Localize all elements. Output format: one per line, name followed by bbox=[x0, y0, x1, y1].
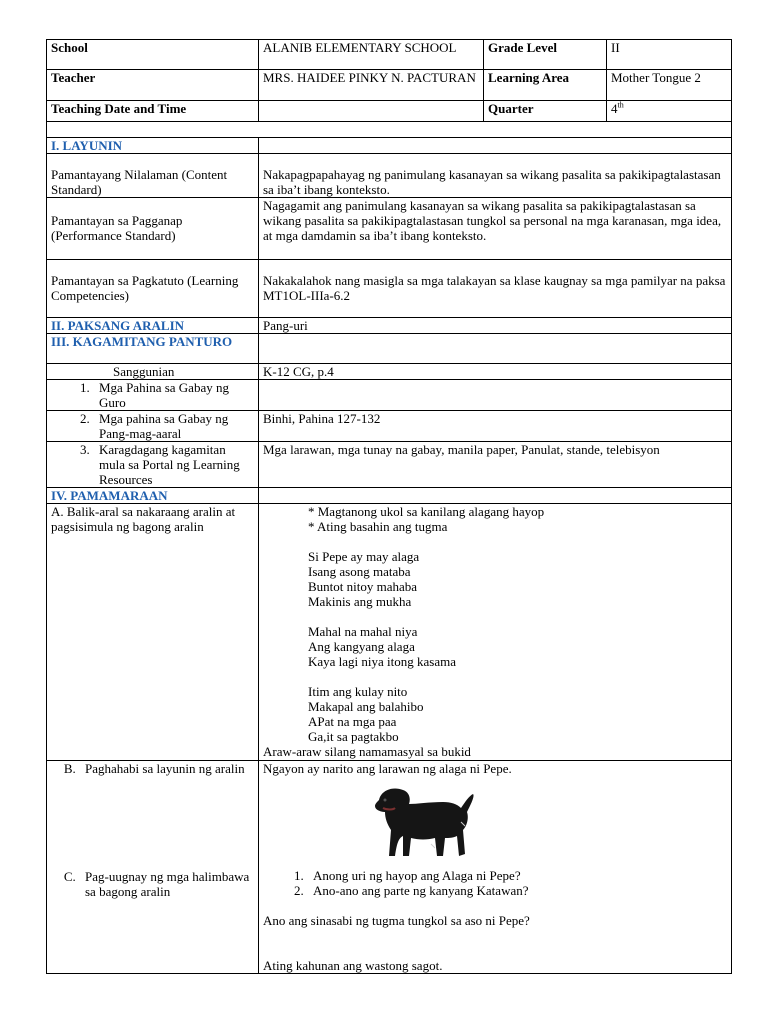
spacer-row bbox=[47, 122, 732, 138]
teacher-label: Teacher bbox=[47, 70, 259, 101]
resource-item-2 bbox=[47, 411, 259, 442]
section-paksang-aralin: II. PAKSANG ARALIN bbox=[47, 318, 259, 334]
learning-area-label: Learning Area bbox=[484, 70, 607, 101]
step-c-label: C. Pag-uugnay ng mga halimbawa sa bagong aralin bbox=[79, 869, 254, 899]
question-list bbox=[263, 868, 727, 898]
step-b-intro: Ngayon ay narito ang larawan ng alaga ni Pepe. bbox=[263, 761, 512, 776]
resource-item-1 bbox=[47, 380, 259, 411]
poem-line: Makinis ang mukha bbox=[308, 594, 412, 609]
resource-item-1-label: 1. Mga Pahina sa Gabay ng Guro bbox=[93, 380, 254, 410]
grade-level-value: II bbox=[607, 40, 732, 70]
step-b-label: B. Paghahabi sa layunin ng aralin bbox=[79, 761, 254, 776]
poem-line bbox=[308, 534, 727, 549]
quarter-label: Quarter bbox=[484, 101, 607, 122]
steps-bc-content bbox=[259, 761, 732, 974]
school-label: School bbox=[47, 40, 259, 70]
lesson-plan-table bbox=[46, 39, 732, 974]
poem-block bbox=[263, 504, 727, 744]
poem-line: Buntot nitoy mahaba bbox=[308, 579, 418, 594]
steps-bc-labels bbox=[47, 761, 259, 974]
resource-item-3 bbox=[47, 442, 259, 488]
poem-line: APat na mga paa bbox=[308, 714, 397, 729]
resource-item-2-label: 2. Mga pahina sa Gabay ng Pang-mag-aaral bbox=[93, 411, 254, 441]
grade-level-label: Grade Level bbox=[484, 40, 607, 70]
poem-line: Kaya lagi niya itong kasama bbox=[308, 654, 457, 669]
resource-item-3-label: 3. Karagdagang kagamitan mula sa Portal ng Learning Resources bbox=[93, 442, 254, 487]
step-a-label: A. Balik-aral sa nakaraang aralin at pagsisimula ng bagong aralin bbox=[47, 504, 259, 761]
poem-line: Si Pepe ay may alaga bbox=[308, 549, 420, 564]
section-pamamaraan: IV. PAMAMARAAN bbox=[47, 488, 259, 504]
performance-standard-value: Nagagamit ang panimulang kasanayan sa wikang pasalita sa pakikipagtalastasan sa wikang pasalita sa pakikipagtalastasan tungkol sa personal na mga karanasan, mga idea, at mga damdamin sa iba’t ibang konteksto. bbox=[259, 198, 732, 260]
quarter-value: 4th bbox=[607, 101, 732, 122]
step-c-answer: Ating kahunan ang wastong sagot. bbox=[263, 958, 443, 973]
learning-competencies-label: Pamantayan sa Pagkatuto (Learning Competencies) bbox=[47, 260, 259, 318]
paksa-value: Pang-uri bbox=[259, 318, 732, 334]
section-kagamitang-panturo: III. KAGAMITANG PANTURO bbox=[47, 334, 259, 364]
poem-line bbox=[308, 669, 727, 684]
learning-area-value: Mother Tongue 2 bbox=[607, 70, 732, 101]
school-value: ALANIB ELEMENTARY SCHOOL bbox=[259, 40, 484, 70]
sanggunian-label: Sanggunian bbox=[47, 364, 259, 380]
question-1: 1. Anong uri ng hayop ang Alaga ni Pepe? bbox=[307, 868, 727, 883]
resource-item-1-value bbox=[259, 380, 732, 411]
poem-line: Mahal na mahal niya bbox=[308, 624, 418, 639]
performance-standard-label: Pamantayan sa Pagganap (Performance Standard) bbox=[47, 198, 259, 260]
poem-last-line: Araw-araw silang namamasyal sa bukid bbox=[263, 744, 471, 759]
content-standard-value: Nakapagpapahayag ng panimulang kasanayan sa wikang pasalita sa pakikipagtalastasan sa iba’t ibang konteksto. bbox=[259, 154, 732, 198]
poem-line: Makapal ang balahibo bbox=[308, 699, 424, 714]
poem-line: Isang asong mataba bbox=[308, 564, 411, 579]
black-dog-image bbox=[371, 782, 481, 862]
teaching-date-value bbox=[259, 101, 484, 122]
poem-line bbox=[308, 609, 727, 624]
poem-line: Ga,it sa pagtakbo bbox=[308, 729, 399, 744]
sanggunian-value: K-12 CG, p.4 bbox=[259, 364, 732, 380]
content-standard-label: Pamantayang Nilalaman (Content Standard) bbox=[47, 154, 259, 198]
section-layunin: I. LAYUNIN bbox=[47, 138, 259, 154]
resource-item-2-value: Binhi, Pahina 127-132 bbox=[259, 411, 732, 442]
poem-line: Ang kangyang alaga bbox=[308, 639, 415, 654]
step-c-question: Ano ang sinasabi ng tugma tungkol sa aso ni Pepe? bbox=[263, 913, 530, 928]
teaching-date-label: Teaching Date and Time bbox=[47, 101, 259, 122]
resource-item-3-value: Mga larawan, mga tunay na gabay, manila paper, Panulat, stande, telebisyon bbox=[259, 442, 732, 488]
poem-line: * Magtanong ukol sa kanilang alagang hayop bbox=[308, 504, 545, 519]
question-2: 2. Ano-ano ang parte ng kanyang Katawan? bbox=[307, 883, 727, 898]
teacher-value: MRS. HAIDEE PINKY N. PACTURAN bbox=[259, 70, 484, 101]
poem-line: Itim ang kulay nito bbox=[308, 684, 408, 699]
learning-competencies-value: Nakakalahok nang masigla sa mga talakayan sa klase kaugnay sa mga pamilyar na paksa MT1OL-IIIa-6.2 bbox=[259, 260, 732, 318]
poem-line: * Ating basahin ang tugma bbox=[308, 519, 448, 534]
step-a-content bbox=[259, 504, 732, 761]
